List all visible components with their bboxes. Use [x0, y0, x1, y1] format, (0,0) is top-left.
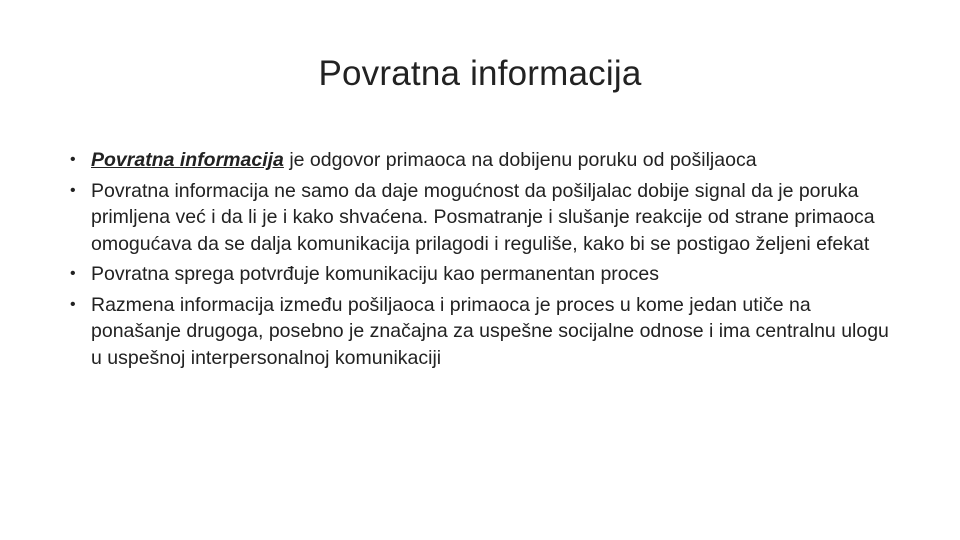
- bullet-icon: •: [70, 181, 76, 199]
- bullet-text: Povratna sprega potvrđuje komunikaciju kao permanentan proces: [91, 263, 659, 285]
- bullet-item: [70, 147, 900, 174]
- bullet-text: je odgovor primaoca na dobijenu poruku od pošiljaoca: [283, 149, 757, 171]
- bullet-text: Razmena informacija između pošiljaoca i primaoca je proces u kome jedan utiče na ponašanje drugoga, posebno je značajna za uspešne socijalne odnose i ima centralnu ulogu u uspešnoj interpersonalnoj komunikaciji: [91, 293, 889, 369]
- bullet-icon: •: [70, 265, 76, 282]
- bullet-text: Povratna informacija ne samo da daje mogućnost da pošiljalac dobije signal da je poruka primljena već i da li je i kako shvaćena. Posmatranje i slušanje reakcije od strane primaoca omogućava da se dalja komunikacija prilagodi i reguliše, kako bi se postigao željeni efekat: [91, 179, 875, 255]
- bullet-item: [70, 292, 900, 372]
- slide-title: Povratna informacija: [318, 54, 642, 93]
- bullet-item: [70, 178, 900, 258]
- bullet-icon: •: [70, 151, 76, 168]
- bullet-term: Povratna informacija: [91, 149, 284, 171]
- bullet-list: [70, 147, 900, 375]
- bullet-item: [70, 261, 900, 288]
- bullet-icon: •: [70, 295, 76, 313]
